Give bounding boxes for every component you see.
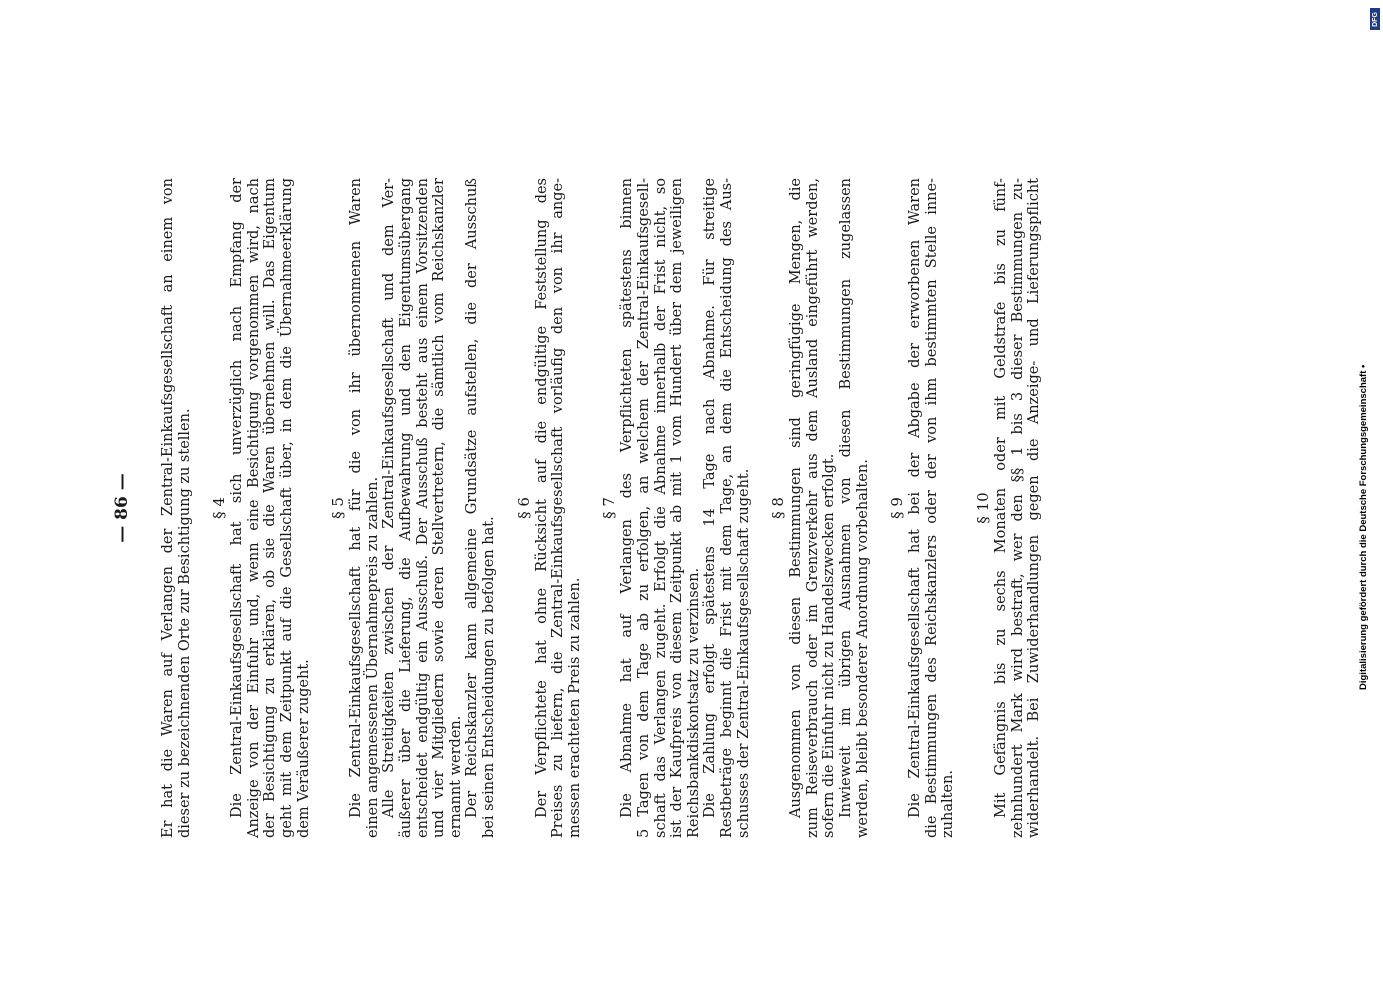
text-line: Mit Gefängnis bis zu sechs Monaten oder mit Geldstrafe bis zu fünf- <box>993 178 1009 818</box>
text-line: zuhalten. <box>940 770 957 838</box>
text-line: dieser zu bezeichnenden Orte zur Besichtigung zu stellen. <box>176 408 193 838</box>
text-line: Ausgenommen von diesen Bestimmungen sind geringfügige Mengen, die <box>788 178 805 818</box>
digitization-credit: Digitalisierung gefördert durch die Deutsche Forschungsgemeinschaft • <box>1358 364 1369 690</box>
section-heading: § 6 <box>514 497 533 519</box>
text-line: messen erachteten Preis zu zahlen. <box>566 577 583 838</box>
text-line: widerhandelt. Bei Zuwiderhandlungen gegen die Anzeige- und Lieferungspflicht <box>1026 178 1043 838</box>
text-line: Reichsbankdiskontsatz zu verzinsen. <box>685 567 702 838</box>
text-line: Die Abnahme hat auf Verlangen des Verpflichteten spätestens binnen <box>619 178 636 818</box>
text-line: ernannt werden. <box>447 715 464 838</box>
section-heading: § 10 <box>974 492 992 524</box>
text-line: einen angemessenen Übernahmepreis zu zahlen. <box>364 476 381 838</box>
text-line: Er hat die Waren auf Verlangen der Zentral-Einkaufsgesellschaft an einem von <box>160 178 176 838</box>
text-line: Alle Streitigkeiten zwischen der Zentral-Einkaufsgesellschaft und dem Ver- <box>381 178 398 818</box>
text-line: geht mit dem Zeitpunkt auf die Gesellschaft über, in dem die Übernahmeerklärung <box>279 178 295 838</box>
text-line: Preises zu liefern, die Zentral-Einkaufsgesellschaft vorläufig den von ihr ange- <box>550 178 567 838</box>
text-line: werden, bleibt besonderer Anordnung vorbehalten. <box>854 459 871 838</box>
text-line: zum Reiseverbrauch oder im Grenzverkehr aus dem Ausland eingeführt werden, <box>804 178 821 838</box>
text-line: Die Zahlung erfolgt spätestens 14 Tage nach Abnahme. Für streitige <box>702 178 719 818</box>
section-heading: § 8 <box>769 497 788 519</box>
dfg-logo: DFG <box>1370 8 1380 30</box>
text-line: Inwieweit im übrigen Ausnahmen von diesen Bestimmungen zugelassen <box>838 178 854 818</box>
text-line: entscheidet endgültig ein Ausschuß. Der Ausschuß besteht aus einem Vorsitzenden <box>414 178 431 838</box>
text-line: 5 Tagen von dem Tage ab zu erfolgen, an welchem der Zentral-Einkaufsgesell- <box>636 178 652 838</box>
text-line: Anzeige von der Einfuhr und, wenn eine Besichtigung vorgenommen wird, nach <box>245 178 262 838</box>
text-line: Der Verpflichtete hat ohne Rücksicht auf die endgültige Feststellung des <box>533 178 550 818</box>
text-line: und vier Mitgliedern sowie deren Stellvertretern, die sämtlich vom Reichskanzler <box>431 178 448 838</box>
text-line: Die Zentral-Einkaufsgesellschaft hat bei der Abgabe der erworbenen Waren <box>907 178 924 818</box>
text-line: ist der Kaufpreis von diesem Zeitpunkt ab mit 1 vom Hundert über dem jeweiligen <box>669 178 686 838</box>
text-line: Die Zentral-Einkaufsgesellschaft hat sich unverzüglich nach Empfang der <box>229 178 246 818</box>
text-line: zehnhundert Mark wird bestraft, wer den §§ 1 bis 3 dieser Bestimmungen zu- <box>1009 178 1026 838</box>
section-heading: § 4 <box>210 497 229 519</box>
text-line: die Bestimmungen des Reichskanzlers oder der von ihm bestimmten Stelle inne- <box>923 178 940 838</box>
text-line: schaft das Verlangen zugeht. Erfolgt die Abnahme innerhalb der Frist nicht, so <box>652 178 669 838</box>
text-line: Die Zentral-Einkaufsgesellschaft hat für die von ihr übernommenen Waren <box>348 178 365 818</box>
page-number: — 86 — <box>112 473 132 543</box>
text-line: äußerer über die Lieferung, die Aufbewahrung und den Eigentumsübergang <box>398 178 414 838</box>
section-heading: § 5 <box>329 497 348 519</box>
text-line: dem Veräußerer zugeht. <box>295 659 312 838</box>
section-heading: § 9 <box>888 497 907 519</box>
text-line: Der Reichskanzler kann allgemeine Grundsätze aufstellen, die der Ausschuß <box>464 178 481 818</box>
text-line: schusses der Zentral-Einkaufsgesellschaft zugeht. <box>735 468 752 838</box>
text-line: Restbeträge beginnt die Frist mit dem Tage, an dem die Entscheidung des Aus- <box>719 178 735 838</box>
text-line: bei seinen Entscheidungen zu befolgen hat. <box>481 516 497 838</box>
section-heading: § 7 <box>600 497 619 519</box>
text-line: sofern die Einfuhr nicht zu Handelszwecken erfolgt. <box>821 453 838 838</box>
text-line: der Besichtigung zu erklären, ob sie die Waren übernehmen will. Das Eigentum <box>262 178 279 838</box>
